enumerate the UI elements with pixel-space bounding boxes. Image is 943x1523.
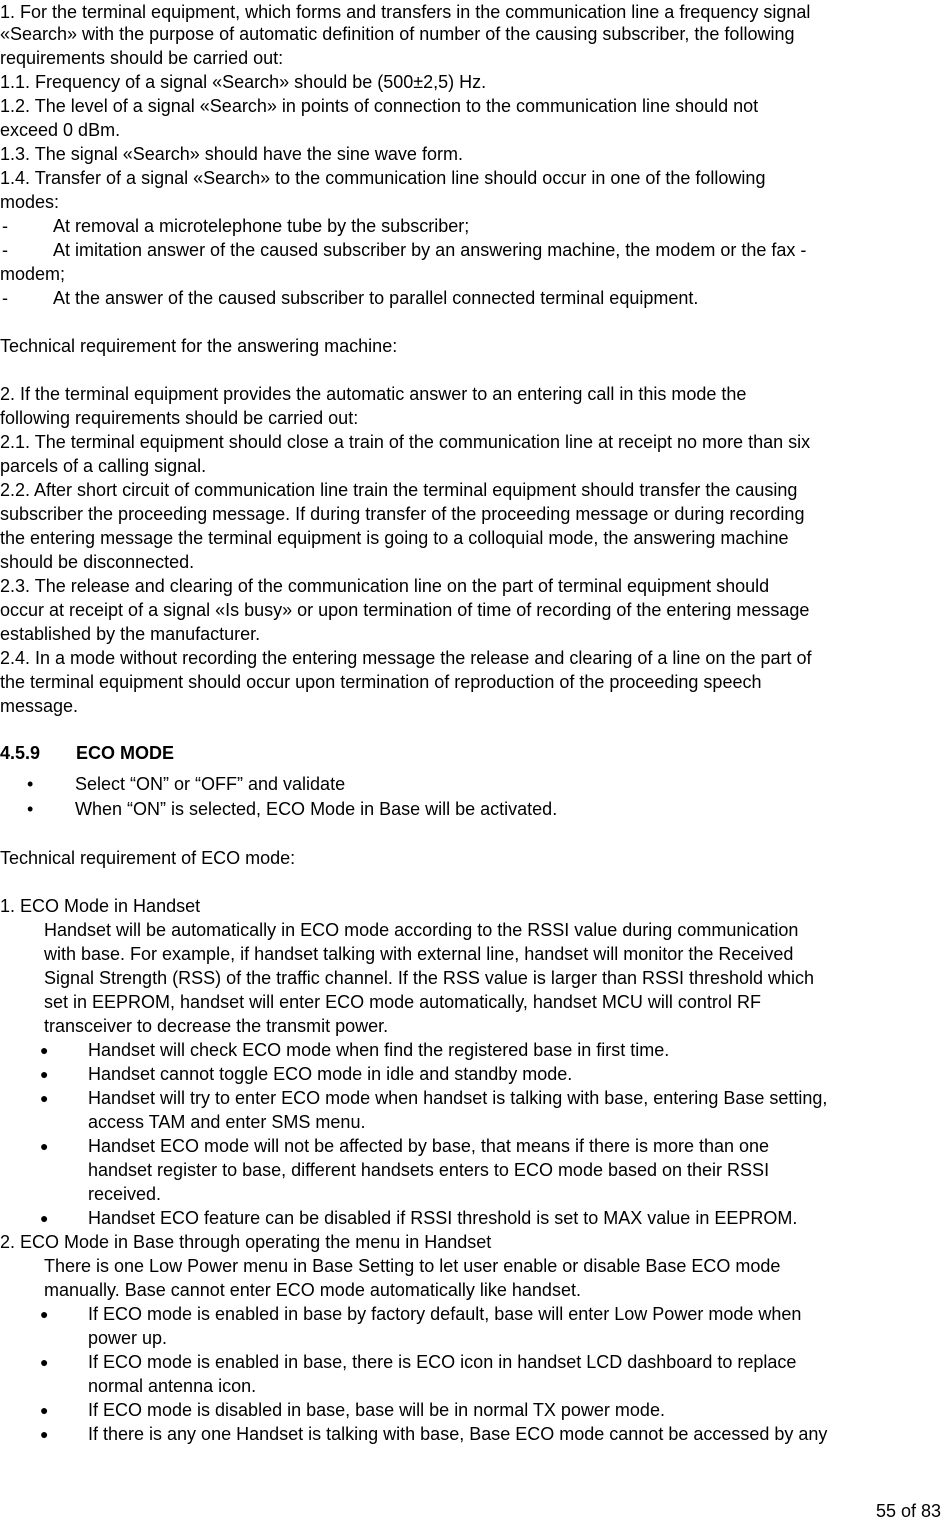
dash-item-text: At the answer of the caused subscriber to parallel connected terminal equipment. — [53, 288, 699, 308]
dot-item-text: If there is any one Handset is talking with base, Base ECO mode cannot be accessed by any — [88, 1424, 828, 1444]
dash-item-text: At removal a microtelephone tube by the subscriber; — [53, 216, 470, 236]
text-line: the terminal equipment should occur upon termination of reproduction of the proceeding speech — [0, 672, 762, 692]
text-line: manually. Base cannot enter ECO mode automatically like handset. — [44, 1280, 581, 1300]
text-line: access TAM and enter SMS menu. — [88, 1112, 366, 1132]
text-line: power up. — [88, 1328, 168, 1348]
text-line: message. — [0, 696, 79, 716]
text-line: normal antenna icon. — [88, 1376, 257, 1396]
text-line: 2. ECO Mode in Base through operating the menu in Handset — [0, 1232, 492, 1252]
text-line: 1.4. Transfer of a signal «Search» to the communication line should occur in one of the following — [0, 168, 766, 188]
dot-marker: ● — [40, 1090, 49, 1106]
text-line: 2.4. In a mode without recording the entering message the release and clearing of a line on the part of — [0, 648, 812, 668]
dot-item-text: If ECO mode is enabled in base, there is ECO icon in handset LCD dashboard to replace — [88, 1352, 797, 1372]
dot-marker: ● — [40, 1402, 49, 1418]
dot-marker: ● — [40, 1138, 49, 1154]
text-line: 2. If the terminal equipment provides the automatic answer to an entering call in this mode the — [0, 384, 747, 404]
text-line: 2.1. The terminal equipment should close a train of the communication line at receipt no more than six — [0, 432, 811, 452]
section-caption: Technical requirement for the answering machine: — [0, 336, 398, 356]
section-title: ECO MODE — [76, 743, 175, 763]
text-line: transceiver to decrease the transmit power. — [44, 1016, 389, 1036]
bullet-marker: • — [27, 774, 34, 794]
dot-item-text: If ECO mode is enabled in base by factory default, base will enter Low Power mode when — [88, 1304, 802, 1324]
dot-item-text: Handset will try to enter ECO mode when handset is talking with base, entering Base setting, — [88, 1088, 828, 1108]
dot-marker: ● — [40, 1210, 49, 1226]
text-line: 1.2. The level of a signal «Search» in points of connection to the communication line should not — [0, 96, 759, 116]
dash-marker: - — [2, 216, 8, 236]
dot-item-text: Handset ECO feature can be disabled if RSSI threshold is set to MAX value in EEPROM. — [88, 1208, 798, 1228]
text-line: established by the manufacturer. — [0, 624, 261, 644]
text-line: 1.1. Frequency of a signal «Search» should be (500±2,5) Hz. — [0, 72, 487, 92]
page-number: 55 of 83 — [875, 1501, 941, 1521]
dot-marker: ● — [40, 1066, 49, 1082]
text-line: 2.3. The release and clearing of the communication line on the part of terminal equipment should — [0, 576, 770, 596]
dash-marker: - — [2, 288, 8, 308]
text-line: handset register to base, different handsets enters to ECO mode based on their RSSI — [88, 1160, 770, 1180]
text-line: requirements should be carried out: — [0, 48, 284, 68]
text-line: There is one Low Power menu in Base Setting to let user enable or disable Base ECO mode — [44, 1256, 781, 1276]
text-line: Signal Strength (RSS) of the traffic channel. If the RSS value is larger than RSSI threshold which — [44, 968, 815, 988]
dot-item-text: Handset cannot toggle ECO mode in idle and standby mode. — [88, 1064, 573, 1084]
dot-marker: ● — [40, 1042, 49, 1058]
text-line: modem; — [0, 264, 66, 284]
text-line: parcels of a calling signal. — [0, 456, 207, 476]
bullet-marker: • — [27, 799, 34, 819]
bullet-item-text: When “ON” is selected, ECO Mode in Base will be activated. — [75, 799, 558, 819]
text-line: should be disconnected. — [0, 552, 195, 572]
text-line: occur at receipt of a signal «Is busy» or upon termination of time of recording of the entering message — [0, 600, 810, 620]
text-line: set in EEPROM, handset will enter ECO mode automatically, handset MCU will control RF — [44, 992, 761, 1012]
dot-item-text: If ECO mode is disabled in base, base will be in normal TX power mode. — [88, 1400, 665, 1420]
dot-marker: ● — [40, 1306, 49, 1322]
dot-item-text: Handset ECO mode will not be affected by base, that means if there is more than one — [88, 1136, 770, 1156]
text-line: «Search» with the purpose of automatic definition of number of the causing subscriber, the following — [0, 24, 795, 44]
text-line: Handset will be automatically in ECO mode according to the RSSI value during communication — [44, 920, 799, 940]
text-line: exceed 0 dBm. — [0, 120, 121, 140]
text-line: with base. For example, if handset talking with external line, handset will monitor the Received — [44, 944, 794, 964]
text-line: following requirements should be carried out: — [0, 408, 359, 428]
dash-marker: - — [2, 240, 8, 260]
dot-marker: ● — [40, 1426, 49, 1442]
bullet-item-text: Select “ON” or “OFF” and validate — [75, 774, 346, 794]
section-caption: Technical requirement of ECO mode: — [0, 848, 296, 868]
section-number: 4.5.9 — [0, 743, 41, 763]
text-line: 2.2. After short circuit of communication line train the terminal equipment should transfer the causing — [0, 480, 798, 500]
text-line: the entering message the terminal equipment is going to a colloquial mode, the answering machine — [0, 528, 789, 548]
text-line: 1.3. The signal «Search» should have the sine wave form. — [0, 144, 463, 164]
text-line: modes: — [0, 192, 60, 212]
text-line: 1. ECO Mode in Handset — [0, 896, 201, 916]
dot-item-text: Handset will check ECO mode when find the registered base in first time. — [88, 1040, 670, 1060]
text-line: received. — [88, 1184, 162, 1204]
text-line: subscriber the proceeding message. If during transfer of the proceeding message or during recording — [0, 504, 805, 524]
dash-item-text: At imitation answer of the caused subscriber by an answering machine, the modem or the fax - — [53, 240, 807, 260]
text-line: 1. For the terminal equipment, which forms and transfers in the communication line a frequency signal — [0, 2, 811, 22]
dot-marker: ● — [40, 1354, 49, 1370]
